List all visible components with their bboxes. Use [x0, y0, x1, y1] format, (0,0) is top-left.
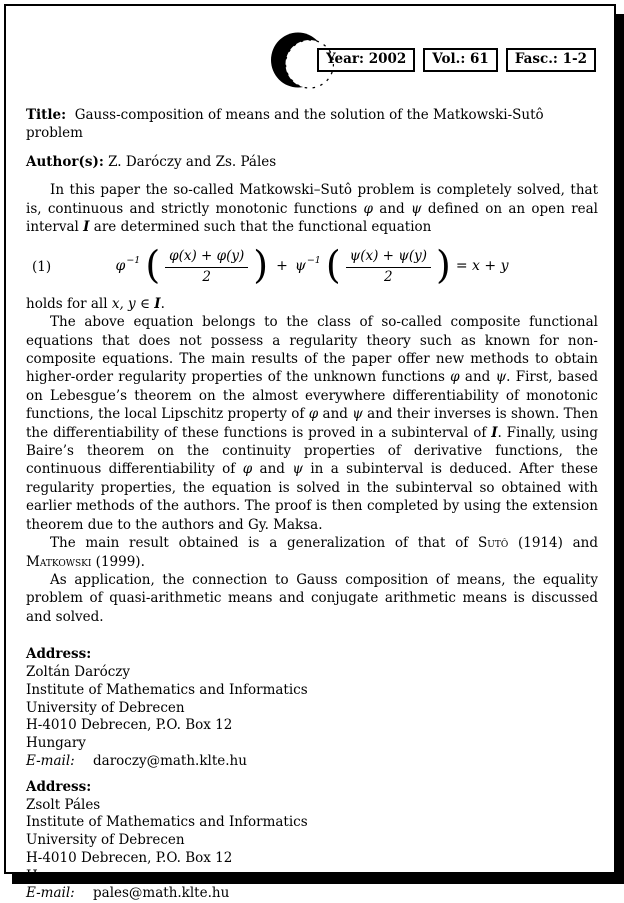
phi-fraction-denominator: 2	[202, 268, 211, 285]
abstract-paragraph-2	[26, 295, 598, 313]
text-segment: φ	[363, 200, 373, 217]
year-badge-label: Year: 2002	[326, 51, 407, 67]
title-line	[26, 106, 598, 143]
text-segment: φ	[242, 461, 253, 478]
text-segment: x, y	[111, 295, 136, 312]
plus-operator: +	[276, 257, 288, 274]
year-badge	[317, 48, 415, 72]
text-segment: defined on an open real interval	[26, 200, 599, 236]
text-segment: Title:	[26, 107, 67, 123]
email-line	[26, 753, 598, 771]
text-segment: and	[459, 369, 496, 386]
address-block-pales	[26, 779, 598, 903]
text-segment: holds for all	[26, 295, 112, 312]
page-frame	[4, 4, 616, 902]
phi-fraction-numerator: φ(x) + φ(y)	[165, 248, 248, 267]
abstract-paragraph-4	[26, 534, 598, 571]
abstract-paragraph-3	[26, 313, 598, 534]
address-institute: Institute of Mathematics and Informatics	[26, 681, 308, 698]
text-segment: and	[372, 200, 411, 217]
abstract-paragraph-5	[26, 571, 598, 626]
fascicle-badge	[506, 48, 596, 72]
psi-fraction-denominator: 2	[384, 268, 393, 285]
email-address: daroczy@math.klte.hu	[93, 752, 247, 769]
email-address: pales@math.klte.hu	[93, 885, 230, 902]
text-segment: Gauss-composition of means and the solution of the Matkowski-Sutô problem	[26, 107, 548, 142]
text-segment: and	[252, 461, 293, 478]
text-segment: φ	[308, 406, 319, 423]
text-segment: . First, based on Lebesgue’s theorem on the almost everywhere differentiability of monotonic functions, the local Lipschitz property of	[26, 369, 599, 423]
text-segment: . Finally, using Baire’s theorem on the continuity properties of derivative functions, the continuous differentiability of	[26, 424, 598, 478]
text-segment: and	[318, 406, 353, 423]
text-segment: ψ	[495, 369, 507, 386]
address-street: H-4010 Debrecen, P.O. Box 12	[26, 849, 233, 866]
email-label: E-mail:	[26, 885, 75, 902]
equation-rhs: = x + y	[455, 257, 509, 274]
text-segment: are determined such that the functional equation	[89, 219, 432, 236]
volume-badge-label: Vol.: 61	[432, 51, 489, 67]
text-segment: Matkowski	[26, 553, 92, 570]
address-university: University of Debrecen	[26, 832, 185, 849]
exponent: −1	[126, 254, 141, 266]
header	[24, 32, 598, 94]
text-segment: I	[83, 219, 90, 236]
address-country: Hungary	[26, 867, 86, 884]
text-segment: I	[154, 295, 161, 312]
address-country: Hungary	[26, 735, 86, 752]
email-label: E-mail:	[26, 752, 75, 769]
psi-inverse-term: $\psi^{-1}$	[294, 254, 321, 274]
exponent: −1	[306, 254, 321, 266]
content	[26, 106, 598, 903]
text-segment: (1999).	[91, 553, 145, 570]
address-label: Address:	[26, 778, 92, 795]
text-segment: As application, the connection to Gauss composition of means, the equality problem of quasi-arithmetic means and conjugate arithmetic means is discussed and solved.	[26, 571, 598, 625]
equation-number: (1)	[32, 258, 52, 275]
email-line	[26, 885, 598, 903]
text-segment: φ	[450, 369, 460, 386]
equation	[26, 242, 598, 287]
address-street: H-4010 Debrecen, P.O. Box 12	[26, 717, 233, 734]
address-name: Zsolt Páles	[26, 796, 101, 813]
text-segment: and their inverses is shown. Then the differentiability of these functions is proved in a subinterval of	[26, 406, 599, 441]
address-institute: Institute of Mathematics and Informatics	[26, 814, 308, 831]
text-segment: ∈	[135, 295, 155, 312]
issue-badges	[317, 48, 596, 72]
text-segment: ψ	[352, 406, 363, 423]
abstract-paragraph-1	[26, 181, 598, 236]
equation-body: $\varphi^{-1}$ ( $\frac{\varphi(x) + \varphi(y)}{2}$ ) + $\psi^{-1}$ ( $\frac{\psi(x) + \psi(y)}{2}$ ) = x + y	[115, 242, 509, 287]
text-segment: .	[160, 295, 165, 312]
phi-fraction	[165, 248, 248, 284]
author-line	[26, 153, 598, 171]
psi-fraction	[346, 248, 431, 284]
phi-inverse-term: $\varphi^{-1}$	[115, 254, 141, 274]
addresses	[26, 646, 598, 903]
text-segment: The above equation belongs to the class of so-called composite functional equations that does not possess a regularity theory such as known for non-composite equations. The main results of the paper offer new methods to obtain higher-order regularity properties of the unknown functions	[26, 314, 598, 386]
text-segment: Author(s):	[26, 153, 104, 170]
text-segment: In this paper the so-called Matkowski–Sutô problem is completely solved, that is, continuous and strictly monotonic functions	[26, 182, 598, 217]
address-university: University of Debrecen	[26, 699, 185, 716]
text-segment: (1914) and	[508, 535, 598, 552]
psi-fraction-numerator: ψ(x) + ψ(y)	[346, 248, 431, 267]
text-segment: Z. Daróczy and Zs. Páles	[103, 153, 277, 170]
abstract	[26, 181, 598, 626]
text-segment: Sutô	[478, 535, 509, 552]
text-segment: I	[491, 424, 498, 441]
text-segment: The main result obtained is a generalization of that of	[50, 535, 479, 552]
fascicle-badge-label: Fasc.: 1-2	[514, 51, 587, 67]
address-name: Zoltán Daróczy	[26, 663, 131, 680]
text-segment: ψ	[411, 200, 422, 217]
address-block-daroczy	[26, 646, 598, 771]
text-segment: ψ	[292, 461, 303, 478]
address-label: Address:	[26, 646, 92, 663]
volume-badge	[423, 48, 498, 72]
text-segment: in a subinterval is deduced. After these regularity properties, the equation is solved in the subinterval so obtained with earlier methods of the authors. The proof is then completed by using the extension theorem due to the authors and Gy. Maksa.	[26, 461, 599, 533]
